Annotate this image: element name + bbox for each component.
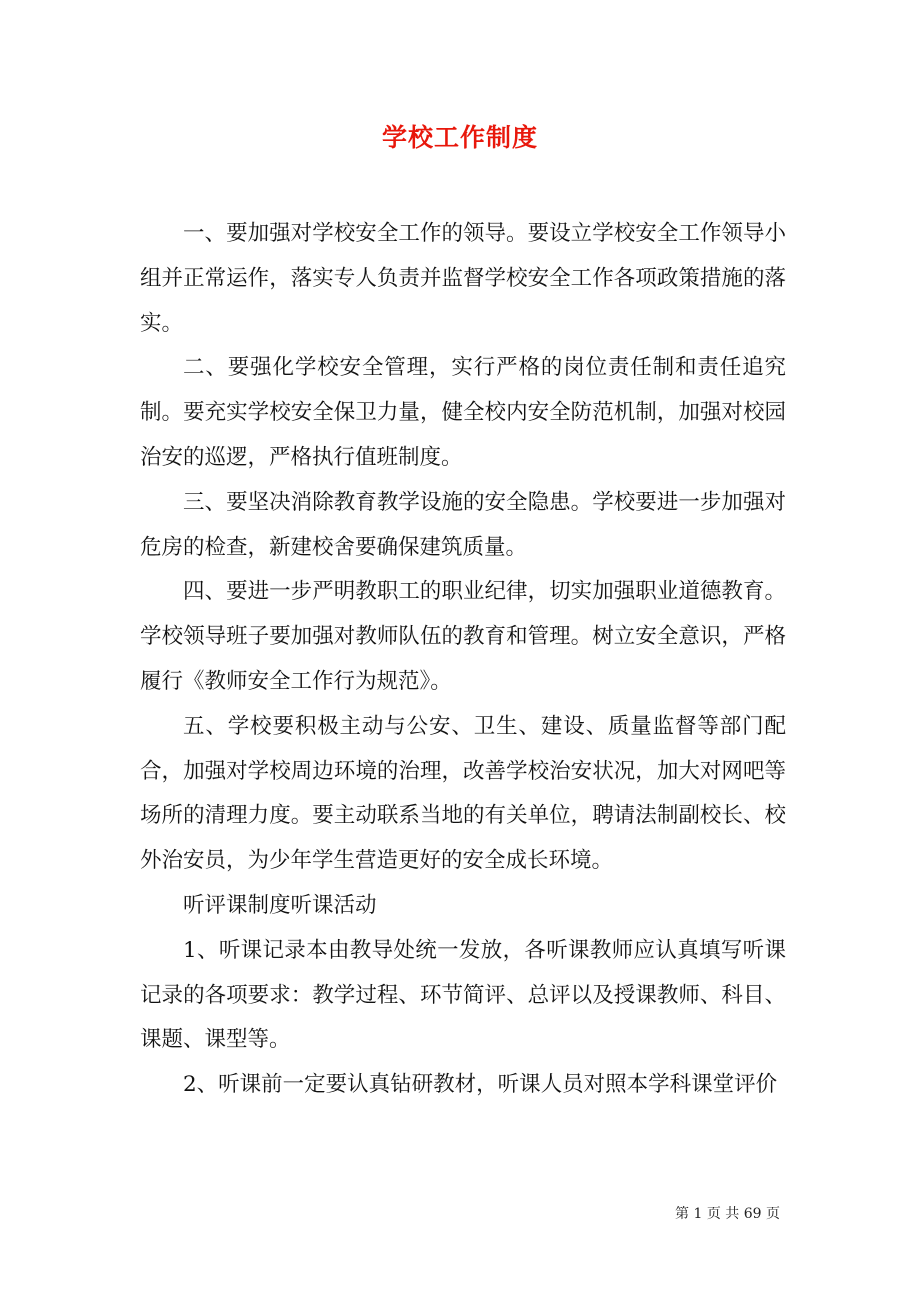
paragraph-5: 五、学校要积极主动与公安、卫生、建设、质量监督等部门配合，加强对学校周边环境的治理，改善学校治安状况，加大对网吧等场所的清理力度。要主动联系当地的有关单位，聘请法制副校长、校外治安员，为少年学生营造更好的安全成长环境。	[140, 713, 786, 874]
section-heading-listening: 听评课制度听课活动	[183, 892, 377, 918]
paragraph-7: 1、听课记录本由教导处统一发放，各听课教师应认真填写听课记录的各项要求：教学过程、环节简评、总评以及授课教师、科目、课题、课型等。	[140, 937, 786, 1053]
document-title: 学校工作制度	[381, 123, 538, 152]
document-body	[140, 212, 786, 1108]
paragraph-8: 2、听课前一定要认真钻研教材，听课人员对照本学科课堂评价	[183, 1072, 778, 1098]
paragraph-3: 三、要坚决消除教育教学设施的安全隐患。学校要进一步加强对危房的检查，新建校舍要确保建筑质量。	[140, 489, 786, 560]
paragraph-1: 一、要加强对学校安全工作的领导。要设立学校安全工作领导小组并正常运作，落实专人负责并监督学校安全工作各项政策措施的落实。	[140, 221, 786, 336]
page-number: 第 1 页 共 69 页	[675, 1206, 780, 1222]
paragraph-2: 二、要强化学校安全管理，实行严格的岗位责任制和责任追究制。要充实学校安全保卫力量，健全校内安全防范机制，加强对校园治安的巡逻，严格执行值班制度。	[140, 355, 786, 470]
paragraph-4: 四、要进一步严明教职工的职业纪律，切实加强职业道德教育。学校领导班子要加强对教师队伍的教育和管理。树立安全意识，严格履行《教师安全工作行为规范》。	[140, 579, 786, 694]
